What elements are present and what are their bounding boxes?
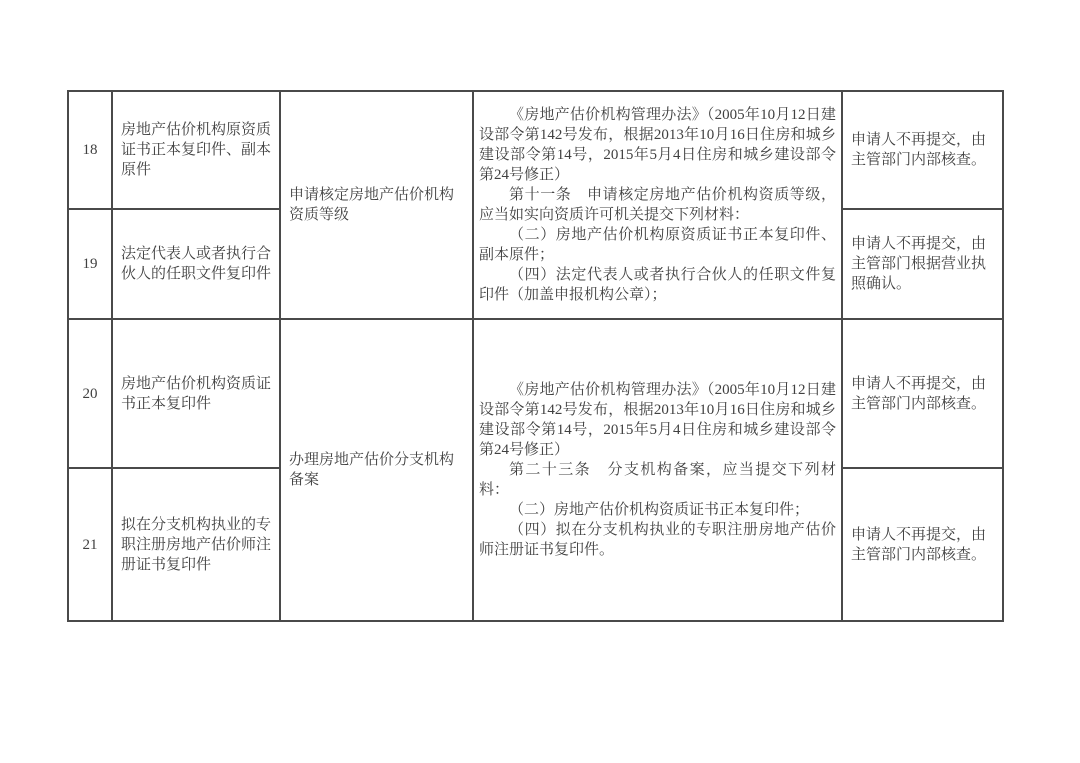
- row-number-cell: 18: [68, 91, 112, 209]
- handling-cell: 申请人不再提交，由主管部门根据营业执照确认。: [842, 209, 1003, 319]
- procedure-cell: 申请核定房地产估价机构资质等级: [280, 91, 473, 319]
- legal-basis-paragraph: 《房地产估价机构管理办法》（2005年10月12日建设部令第142号发布，根据2013年10月16日住房和城乡建设部令第14号，2015年5月4日住房和城乡建设部令第24号修正）: [479, 107, 836, 183]
- row-number-cell: 19: [68, 209, 112, 319]
- legal-basis-paragraph: （二）房地产估价机构原资质证书正本复印件、副本原件；: [479, 227, 836, 263]
- legal-basis-cell: [473, 91, 842, 319]
- legal-basis-paragraph: 第十一条 申请核定房地产估价机构资质等级，应当如实向资质许可机关提交下列材料：: [479, 187, 836, 223]
- material-cell: 拟在分支机构执业的专职注册房地产估价师注册证书复印件: [112, 468, 280, 621]
- table-row: [68, 91, 1003, 209]
- approval-items-table: [67, 90, 1004, 622]
- row-number-cell: 20: [68, 319, 112, 468]
- material-cell: 房地产估价机构资质证书正本复印件: [112, 319, 280, 468]
- legal-basis-cell: [473, 319, 842, 621]
- material-cell: 法定代表人或者执行合伙人的任职文件复印件: [112, 209, 280, 319]
- material-cell: 房地产估价机构原资质证书正本复印件、副本原件: [112, 91, 280, 209]
- handling-cell: 申请人不再提交，由主管部门内部核查。: [842, 468, 1003, 621]
- handling-cell: 申请人不再提交，由主管部门内部核查。: [842, 91, 1003, 209]
- procedure-cell: 办理房地产估价分支机构备案: [280, 319, 473, 621]
- legal-basis-paragraph: 《房地产估价机构管理办法》（2005年10月12日建设部令第142号发布，根据2013年10月16日住房和城乡建设部令第14号，2015年5月4日住房和城乡建设部令第24号修正）: [479, 382, 836, 458]
- legal-basis-paragraph: （四）拟在分支机构执业的专职注册房地产估价师注册证书复印件。: [479, 522, 836, 558]
- handling-cell: 申请人不再提交，由主管部门内部核查。: [842, 319, 1003, 468]
- legal-basis-paragraph: （四）法定代表人或者执行合伙人的任职文件复印件（加盖申报机构公章）；: [479, 267, 836, 303]
- legal-basis-paragraph: 第二十三条 分支机构备案，应当提交下列材料：: [479, 462, 836, 498]
- table-row: [68, 319, 1003, 468]
- legal-basis-paragraph: （二）房地产估价机构资质证书正本复印件；: [509, 502, 810, 518]
- row-number-cell: 21: [68, 468, 112, 621]
